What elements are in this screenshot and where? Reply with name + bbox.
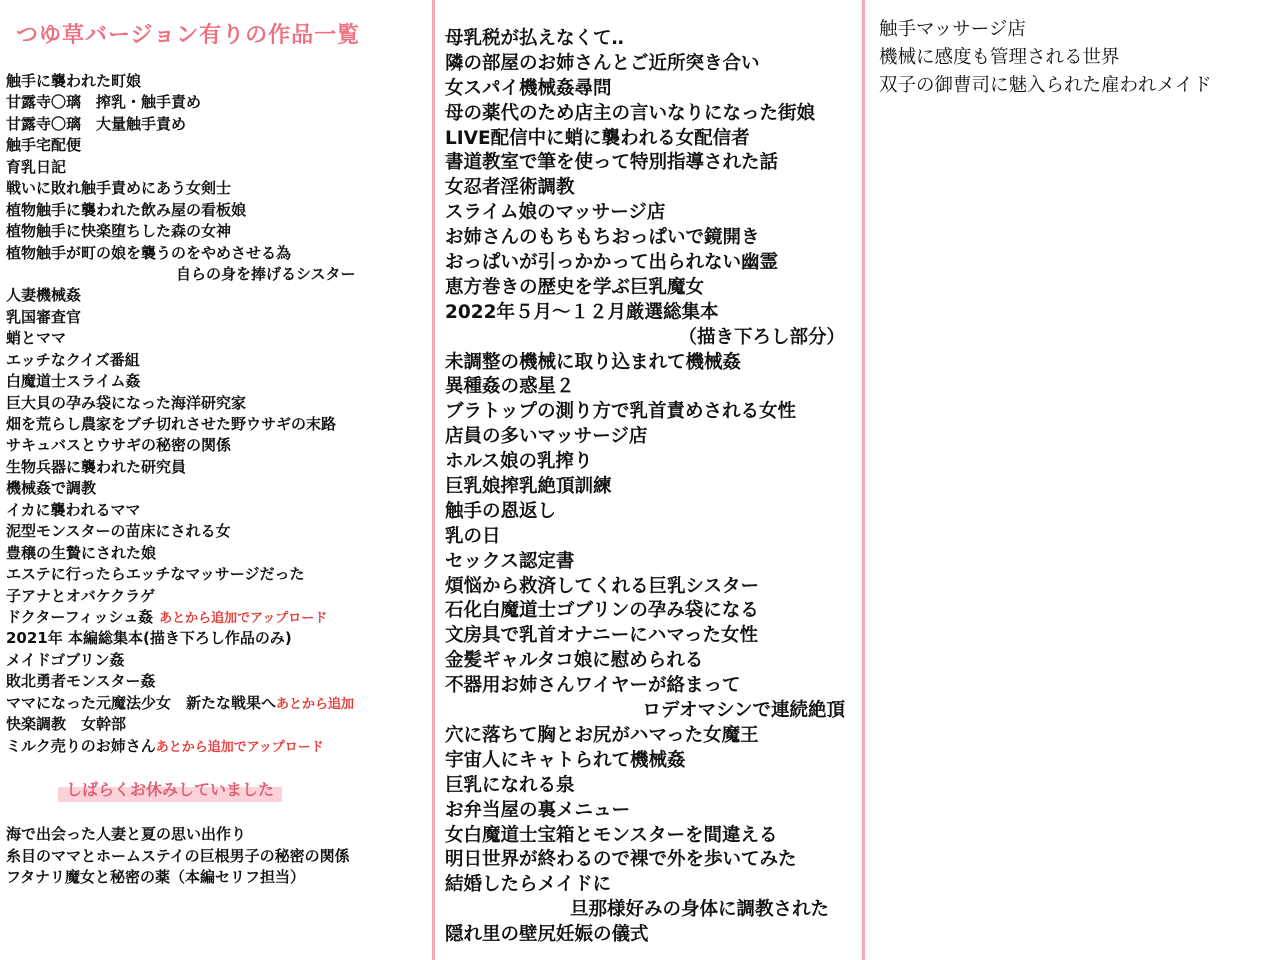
work-title-item xyxy=(6,671,428,692)
work-title-text: 生物兵器に襲われた研究員 xyxy=(6,457,187,476)
work-title-text: 泥型モンスターの苗床にされる女 xyxy=(6,522,231,541)
work-title-item: 不器用お姉さんワイヤーが絡まって xyxy=(445,675,741,697)
work-title-item: （描き下ろし部分） xyxy=(678,326,845,348)
work-title-item xyxy=(6,586,428,607)
work-title-text: 畑を荒らし農家をブチ切れさせた野ウサギの末路 xyxy=(6,415,337,433)
work-title-item: 穴に落ちて胸とお尻がハマった女魔王 xyxy=(445,724,759,746)
work-title-item: 巨乳になれる泉 xyxy=(445,774,575,796)
work-title-item: 煩悩から救済してくれる巨乳シスター xyxy=(445,575,759,597)
work-title-text: 巨大貝の孕み袋になった海洋研究家 xyxy=(6,393,247,412)
work-title-item: 金髪ギャルタコ娘に慰められる xyxy=(445,650,704,672)
work-title-item: 女白魔道士宝箱とモンスターを間違える xyxy=(445,824,778,846)
work-title-text: メイドゴブリン姦 xyxy=(6,650,125,669)
work-title-item xyxy=(6,157,428,178)
work-title-text: ドクターフィッシュ姦 xyxy=(6,607,154,626)
work-title-item: 触手の恩返し xyxy=(445,500,557,522)
work-title-item: 結婚したらメイドに xyxy=(445,874,612,896)
work-title-item xyxy=(6,200,428,221)
upload-note: あとから追加 xyxy=(276,696,355,712)
work-title-item xyxy=(6,243,428,264)
work-title-item: 機械に感度も管理される世界 xyxy=(879,47,1120,68)
work-title-item xyxy=(6,393,428,414)
work-title-text: 白魔道士スライム姦 xyxy=(6,372,141,391)
work-title-text: 触手宅配便 xyxy=(6,136,82,155)
work-title-item xyxy=(6,114,428,135)
work-title-item: 女忍者淫術調教 xyxy=(445,177,575,199)
work-title-item xyxy=(6,693,428,714)
work-title-text: 甘露寺〇璃 搾乳・触手責め xyxy=(6,93,202,112)
work-title-text: ママになった元魔法少女 新たな戦果へ xyxy=(6,693,277,712)
work-title-text: サキュバスとウサギの秘密の関係 xyxy=(6,436,232,455)
work-title-item: 海で出会った人妻と夏の思い出作り xyxy=(6,825,247,843)
work-title-text: 植物触手に襲われた飲み屋の看板娘 xyxy=(6,200,247,219)
work-title-item: ホルス娘の乳搾り xyxy=(445,451,593,473)
work-title-item xyxy=(6,307,428,328)
work-title-item xyxy=(6,564,428,585)
work-title-item: 旦那様好みの身体に調教された xyxy=(570,899,830,921)
work-title-item xyxy=(6,135,428,156)
work-title-item: フタナリ魔女と秘密の薬（本編セリフ担当） xyxy=(6,868,305,886)
work-title-item: ブラトップの測り方で乳首責めされる女性 xyxy=(445,401,796,423)
column-divider-right xyxy=(862,0,865,960)
work-title-item xyxy=(6,71,428,92)
upload-note: あとから追加でアップロード xyxy=(159,610,328,626)
hiatus-banner: しばらくお休みしていました xyxy=(58,776,282,804)
work-title-item xyxy=(6,714,428,735)
work-title-item xyxy=(6,478,428,499)
work-title-item: 宇宙人にキャトられて機械姦 xyxy=(445,749,686,771)
work-title-text: 機械姦で調教 xyxy=(6,479,97,498)
work-title-item: 乳の日 xyxy=(445,525,501,547)
work-title-item: ロデオマシンで連続絶頂 xyxy=(642,700,845,722)
work-title-text: エッチなクイズ番組 xyxy=(6,350,140,369)
work-title-text: エステに行ったらエッチなマッサージだった xyxy=(6,565,305,584)
works-list-2 xyxy=(445,27,859,948)
work-title-text: 自らの身を捧げるシスター xyxy=(176,264,356,283)
work-title-item: 触手マッサージ店 xyxy=(879,19,1026,40)
work-title-item: 2022年５月〜１２月厳選総集本 xyxy=(445,301,719,323)
work-title-item: LIVE配信中に蛸に襲われる女配信者 xyxy=(445,127,750,149)
work-title-item: 母乳税が払えなくて‥ xyxy=(445,28,624,49)
work-title-text: 蛸とママ xyxy=(6,329,67,348)
column-divider-left xyxy=(432,0,435,960)
work-title-item: 隣の部屋のお姉さんとご近所突き合い xyxy=(445,52,760,74)
work-title-item xyxy=(6,628,428,649)
work-title-text: 触手に襲われた町娘 xyxy=(6,72,142,90)
works-list-1 xyxy=(6,71,428,757)
work-title-text: 敗北勇者モンスター姦 xyxy=(6,672,156,691)
work-title-item: 巨乳娘搾乳絶頂訓練 xyxy=(445,476,612,498)
work-title-text: 育乳日記 xyxy=(6,157,67,176)
upload-note: あとから追加でアップロード xyxy=(155,739,324,755)
work-title-text: ミルク売りのお姉さん xyxy=(6,736,156,755)
work-title-item: 石化白魔道士ゴブリンの孕み袋になる xyxy=(445,600,759,622)
work-title-item xyxy=(6,500,428,521)
work-title-item xyxy=(6,328,428,349)
work-title-item xyxy=(6,264,428,285)
work-title-text: イカに襲われるママ xyxy=(6,500,141,519)
work-title-item: 店員の多いマッサージ店 xyxy=(445,426,648,448)
work-title-item xyxy=(6,736,428,757)
work-title-item xyxy=(6,521,428,542)
work-title-item: 糸目のママとホームステイの巨根男子の秘密の関係 xyxy=(6,846,350,865)
work-title-text: 2021年 本編総集本(描き下ろし作品のみ) xyxy=(6,629,292,648)
work-title-item: 恵方巻きの歴史を学ぶ巨乳魔女 xyxy=(445,276,705,298)
work-title-item xyxy=(6,350,428,371)
work-title-item: スライム娘のマッサージ店 xyxy=(445,202,666,224)
work-title-item xyxy=(6,92,428,113)
work-title-item: 双子の御曹司に魅入られた雇われメイド xyxy=(879,75,1212,96)
work-title-item: 文房具で乳首オナニーにハマった女性 xyxy=(445,625,759,647)
works-list-1-after-hiatus xyxy=(6,824,428,889)
work-title-item: 異種姦の惑星２ xyxy=(445,376,575,398)
work-title-item: お姉さんのもちもちおっぱいで鏡開き xyxy=(445,227,760,249)
page-title: つゆ草バージョン有りの作品一覧 xyxy=(16,23,361,48)
work-title-item: 書道教室で筆を使って特別指導された話 xyxy=(445,152,779,174)
work-title-item xyxy=(6,221,428,242)
work-title-text: 植物触手が町の娘を襲うのをやめさせる為 xyxy=(6,243,292,262)
works-list-3 xyxy=(879,16,1274,100)
work-title-item xyxy=(6,650,428,671)
work-title-item xyxy=(6,435,428,456)
work-title-item: お弁当屋の裏メニュー xyxy=(445,799,631,821)
work-title-text: 子アナとオバケクラゲ xyxy=(6,586,156,605)
work-title-text: 甘露寺〇璃 大量触手責め xyxy=(6,114,187,133)
work-title-item xyxy=(6,607,428,628)
work-title-item xyxy=(6,371,428,392)
work-title-item xyxy=(6,285,428,306)
work-title-item: 女スパイ機械姦尋問 xyxy=(445,77,612,99)
work-title-text: 豊穣の生贄にされた娘 xyxy=(6,543,157,562)
work-title-item: 母の薬代のため店主の言いなりになった街娘 xyxy=(445,102,816,124)
work-title-text: 植物触手に快楽堕ちした森の女神 xyxy=(6,222,232,241)
work-title-item xyxy=(6,178,428,199)
work-title-text: 戦いに敗れ触手責めにあう女剣士 xyxy=(6,179,232,198)
work-title-text: 人妻機械姦 xyxy=(6,286,82,305)
work-title-item xyxy=(6,414,428,435)
work-title-item: 隠れ里の壁尻妊娠の儀式 xyxy=(445,924,649,946)
work-title-item: おっぱいが引っかかって出られない幽霊 xyxy=(445,252,779,274)
work-title-item xyxy=(6,457,428,478)
work-title-item xyxy=(6,543,428,564)
work-title-item: セックス認定書 xyxy=(445,550,575,572)
work-title-item: 未調整の機械に取り込まれて機械姦 xyxy=(445,351,742,373)
work-title-item: 明日世界が終わるので裸で外を歩いてみた xyxy=(445,849,797,871)
work-title-text: 乳国審査官 xyxy=(6,307,82,326)
work-title-text: 快楽調教 女幹部 xyxy=(6,715,127,734)
